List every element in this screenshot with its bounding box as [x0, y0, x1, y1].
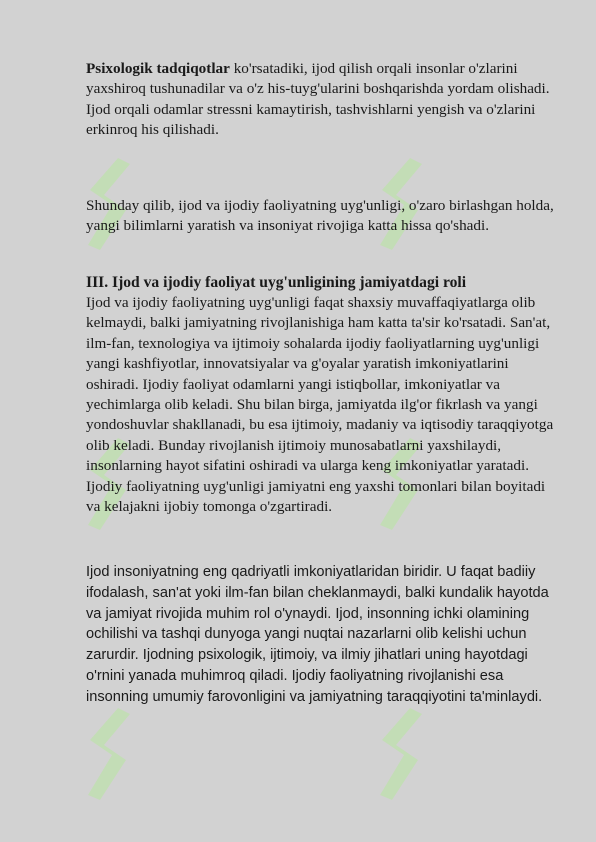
watermark-logo-icon [78, 700, 138, 810]
paragraph-body: ko'rsatadiki, ijod qilish orqali insonlar o'zlarini yaxshiroq tushunadilar va o'z his-tuyg'ularini boshqarishda yordam olishadi. Ijod orqali odamlar stressni kamaytirish, tashvishlarni yengish va o'zlarini erkinroq his qilishadi. [86, 60, 550, 139]
paragraph-summary: Shunday qilib, ijod va ijodiy faoliyatning uyg'unligi, o'zaro birlashgan holda, yangi bilimlarni yaratish va insoniyat rivojiga katta hissa qo'shadi. [86, 197, 554, 235]
paragraph-conclusion: Ijod insoniyatning eng qadriyatli imkoniyatlaridan biridir. U faqat badiiy ifodalash, san'at yoki ilm-fan bilan cheklanmaydi, balki kundalik hayotda va jamiyat rivojida muhim rol o'ynaydi. Ijod, insonning ichki olamining ochilishi va tashqi dunyoga yangi nuqtai nazarlarni olib kelishi uchun zarurdir. Ijodning psixologik, ijtimoiy, va ilmiy jihatlari uning hayotdagi o'rnini yanada muhimroq qiladi. Ijodiy faoliyatning rivojlanishi esa insonning umumiy farovonligini va jamiyatning taraqqiyotini ta'minlaydi. [86, 564, 549, 705]
paragraph-intro [86, 59, 556, 141]
paragraph-society-role: Ijod va ijodiy faoliyatning uyg'unligi faqat shaxsiy muvaffaqiyatlarga olib kelmaydi, balki jamiyatning rivojlanishiga ham katta ta'sir ko'rsatadi. San'at, ilm-fan, texnologiya va ijtimoiy sohalarda ijodiy faoliyatlarning uyg'unligi yangi kashfiyotlar, innovatsiyalar va g'oyalar yaratish imkoniyatlarini oshiradi. Ijodiy faoliyat odamlarni yangi istiqbollar, imkoniyatlar va yechimlarga olib keladi. Shu bilan birga, jamiyatda ilg'or fikrlash va yangi yondoshuvlar shakllanadi, bu esa ijtimoiy, madaniy va iqtisodiy taraqqiyotga olib keladi. Bunday rivojlanish ijtimoiy munosabatlarni yaxshilaydi, insonlarning hayot sifatini oshiradi va ularga keng imkoniyatlar yaratadi. Ijodiy faoliyatning uyg'unligi jamiyatni eng yaxshi tomonlari bilan boyitadi va kelajakni ijobiy tomonga o'zgartiradi. [86, 294, 554, 516]
paragraph-lead: Psixologik tadqiqotlar [86, 60, 230, 77]
watermark-logo-icon [370, 700, 430, 810]
section-heading: III. Ijod va ijodiy faoliyat uyg'unligining jamiyatdagi roli [86, 274, 467, 291]
